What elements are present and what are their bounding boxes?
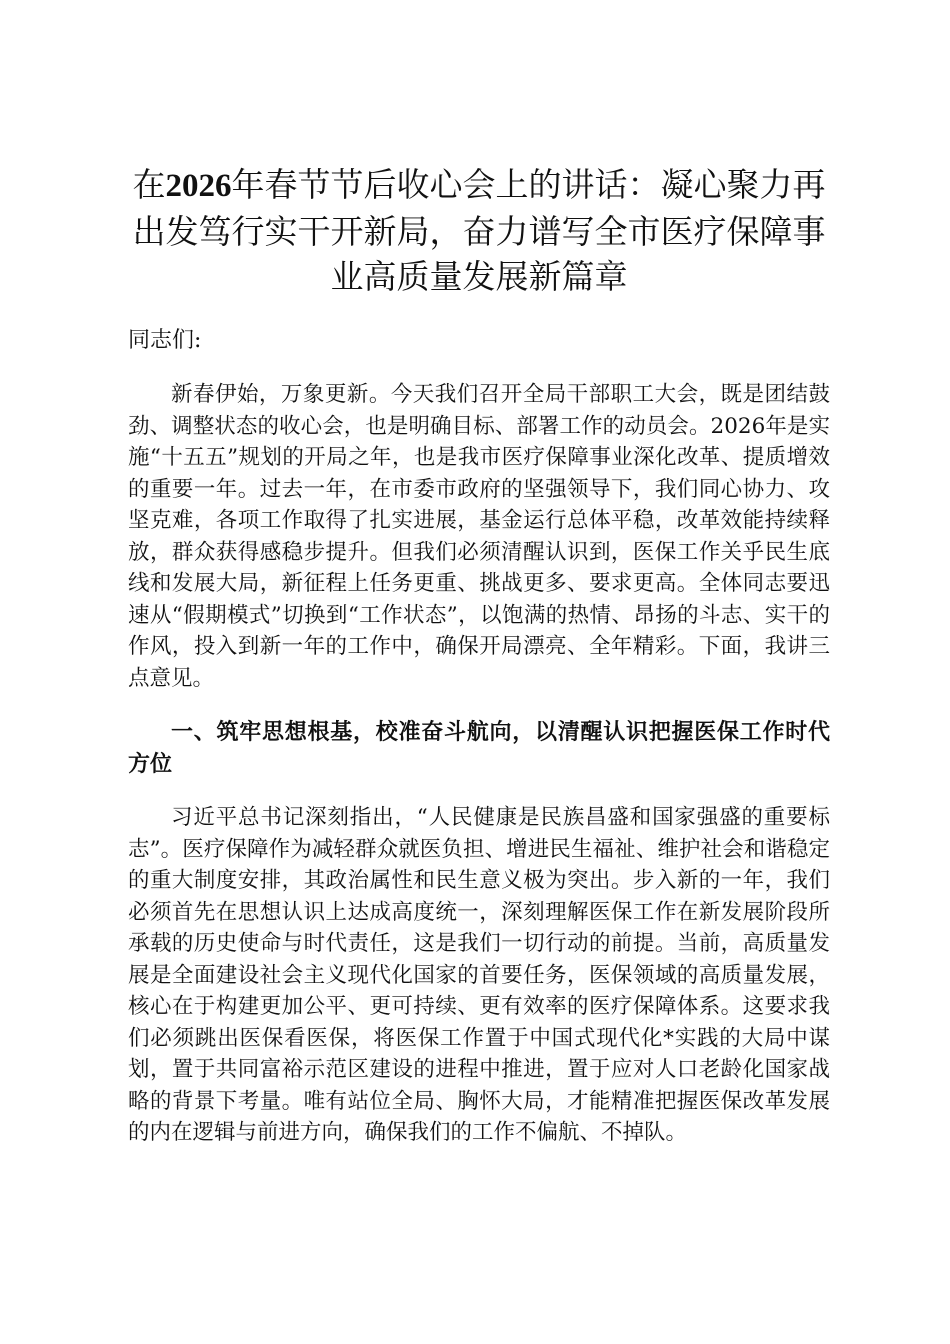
salutation: 同志们: bbox=[128, 328, 202, 353]
document-page bbox=[128, 162, 830, 1149]
title-prefix: 在 bbox=[132, 165, 166, 204]
document-title bbox=[120, 162, 838, 299]
section-heading: 一、筑牢思想根基，校准奋斗航向，以清醒认识把握医保工作时代方位 bbox=[128, 719, 830, 777]
title-suffix: 年春节节后收心会上的讲话：凝心聚力再出发笃行实干开新局，奋力谱写全市医疗保障事业高质量发展新篇章 bbox=[132, 165, 826, 296]
opening-paragraph: 新春伊始，万象更新。今天我们召开全局干部职工大会，既是团结鼓劲、调整状态的收心会，也是明确目标、部署工作的动员会。2026年是实施“十五五”规划的开局之年，也是我市医疗保障事业深化改革、提质增效的重要一年。过去一年，在市委市政府的坚强领导下，我们同心协力、攻坚克难，各项工作取得了扎实进展，基金运行总体平稳，改革效能持续释放，群众获得感稳步提升。但我们必须清醒认识到，医保工作关乎民生底线和发展大局，新征程上任务更重、挑战更多、要求更高。全体同志要迅速从“假期模式”切换到“工作状态”，以饱满的热情、昂扬的斗志、实干的作风，投入到新一年的工作中，确保开局漂亮、全年精彩。下面，我讲三点意见。 bbox=[128, 382, 830, 691]
title-year: 2026 bbox=[165, 168, 232, 204]
section-paragraph: 习近平总书记深刻指出，“人民健康是民族昌盛和国家强盛的重要标志”。医疗保障作为减轻群众就医负担、增进民生福祉、维护社会和谐稳定的重大制度安排，其政治属性和民生意义极为突出。步入新的一年，我们必须首先在思想认识上达成高度统一，深刻理解医保工作在新发展阶段所承载的历史使命与时代责任，这是我们一切行动的前提。当前，高质量发展是全面建设社会主义现代化国家的首要任务，医保领域的高质量发展，核心在于构建更加公平、更可持续、更有效率的医疗保障体系。这要求我们必须跳出医保看医保，将医保工作置于中国式现代化*实践的大局中谋划，置于共同富裕示范区建设的进程中推进，置于应对人口老龄化国家战略的背景下考量。唯有站位全局、胸怀大局，才能精准把握医保改革发展的内在逻辑与前进方向，确保我们的工作不偏航、不掉队。 bbox=[128, 805, 830, 1145]
